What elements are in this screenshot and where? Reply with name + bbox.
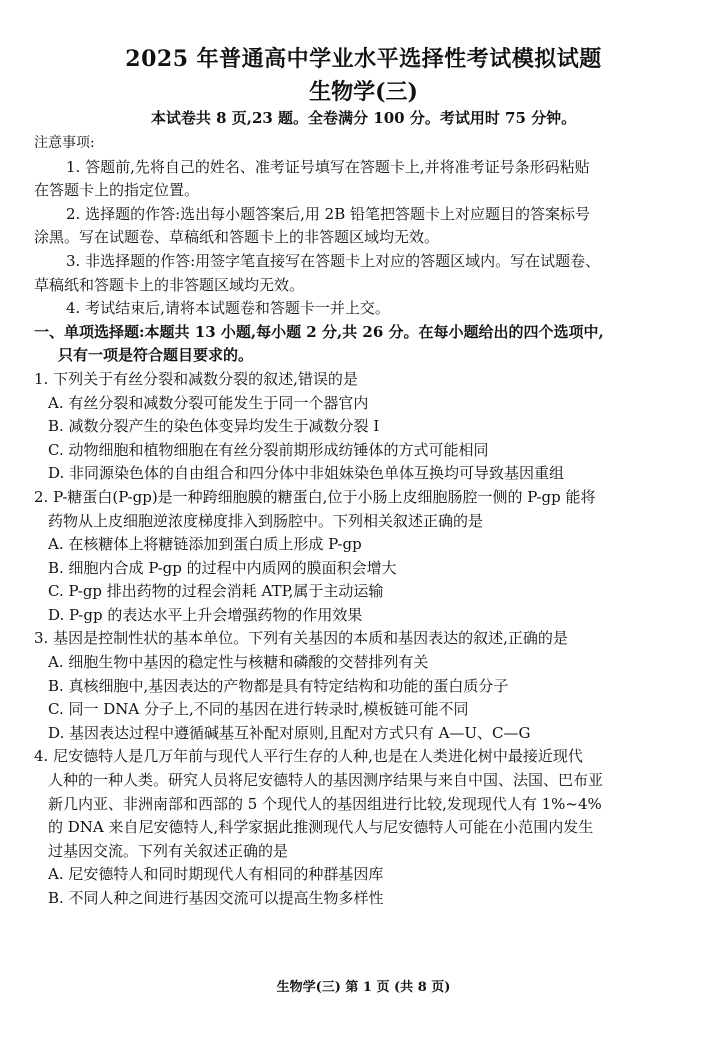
note-1-line-1: 1. 答题前,先将自己的姓名、准考证号填写在答题卡上,并将准考证号条形码粘贴 [66,157,590,176]
question-4-option-a: A. 尼安德特人和同时期现代人有相同的种群基因库 [48,865,384,884]
question-2-option-c: C. P-gp 排出药物的过程会消耗 ATP,属于主动运输 [48,582,384,601]
question-4-stem-line-3: 新几内亚、非洲南部和西部的 5 个现代人的基因组进行比较,发现现代人有 1%~4% [48,794,602,813]
question-1-stem: 1. 下列关于有丝分裂和减数分裂的叙述,错误的是 [34,369,358,388]
question-1-option-c: C. 动物细胞和植物细胞在有丝分裂前期形成纺锤体的方式可能相同 [48,440,489,459]
question-3-option-a: A. 细胞生物中基因的稳定性与核糖和磷酸的交替排列有关 [48,653,429,672]
exam-subtitle: 生物学(三) [309,79,418,105]
question-4-stem-line-2: 人种的一种人类。研究人员将尼安德特人的基因测序结果与来自中国、法国、巴布亚 [48,771,604,790]
note-3-line-1: 3. 非选择题的作答:用签字笔直接写在答题卡上对应的答题区域内。写在试题卷、 [66,251,601,270]
question-3-stem: 3. 基因是控制性状的基本单位。下列有关基因的本质和基因表达的叙述,正确的是 [34,629,568,648]
question-2-option-a: A. 在核糖体上将糖链添加到蛋白质上形成 P-gp [48,535,362,554]
exam-info: 本试卷共 8 页,23 题。全卷满分 100 分。考试用时 75 分钟。 [150,109,577,127]
question-4-stem-line-1: 4. 尼安德特人是几万年前与现代人平行生存的人种,也是在人类进化树中最接近现代 [34,747,583,766]
note-2-line-1: 2. 选择题的作答:选出每小题答案后,用 2B 铅笔把答题卡上对应题目的答案标号 [66,204,591,223]
exam-content [34,132,699,911]
question-4-option-b: B. 不同人种之间进行基因交流可以提高生物多样性 [48,889,384,907]
question-4-stem-line-5: 过基因交流。下列有关叙述正确的是 [48,841,289,860]
question-2-option-d: D. P-gp 的表达水平上升会增强药物的作用效果 [48,605,363,624]
page-footer: 生物学(三) 第 1 页 (共 8 页) [276,980,451,995]
note-1-line-2: 在答题卡上的指定位置。 [34,181,200,200]
note-3-line-2: 草稿纸和答题卡上的非答题区域均无效。 [34,275,305,294]
question-3-option-c: C. 同一 DNA 分子上,不同的基因在进行转录时,模板链可能不同 [48,700,469,719]
question-2-stem-line-2: 药物从上皮细胞逆浓度梯度排入到肠腔中。下列相关叙述正确的是 [48,511,484,530]
question-2-stem-line-1: 2. P-糖蛋白(P-gp)是一种跨细胞膜的糖蛋白,位于小肠上皮细胞肠腔一侧的 P-gp 能将 [34,487,596,506]
question-1-option-b: B. 减数分裂产生的染色体变异均发生于减数分裂 Ⅰ [48,417,380,436]
question-2-option-b: B. 细胞内合成 P-gp 的过程中内质网的膜面积会增大 [48,558,397,577]
exam-title: 2025 年普通高中学业水平选择性考试模拟试题 [125,46,602,72]
question-4-stem-line-4: 的 DNA 来自尼安德特人,科学家据此推测现代人与尼安德特人可能在小范围内发生 [48,818,594,837]
question-3-option-d: D. 基因表达过程中遵循碱基互补配对原则,且配对方式只有 A—U、C—G [48,723,531,742]
question-1-option-d: D. 非同源染色体的自由组合和四分体中非姐妹染色单体互换均可导致基因重组 [48,464,565,483]
notes-label: 注意事项: [34,135,95,151]
note-4: 4. 考试结束后,请将本试题卷和答题卡一并上交。 [66,299,390,318]
section-1-heading-line-1: 一、单项选择题:本题共 13 小题,每小题 2 分,共 26 分。在每小题给出的四个选项中, [34,322,604,341]
question-1-option-a: A. 有丝分裂和减数分裂可能发生于同一个器官内 [48,393,369,412]
question-3-option-b: B. 真核细胞中,基因表达的产物都是具有特定结构和功能的蛋白质分子 [48,676,509,695]
section-1-heading-line-2: 只有一项是符合题目要求的。 [58,346,254,365]
note-2-line-2: 涂黑。写在试题卷、草稿纸和答题卡上的非答题区域均无效。 [34,228,440,247]
